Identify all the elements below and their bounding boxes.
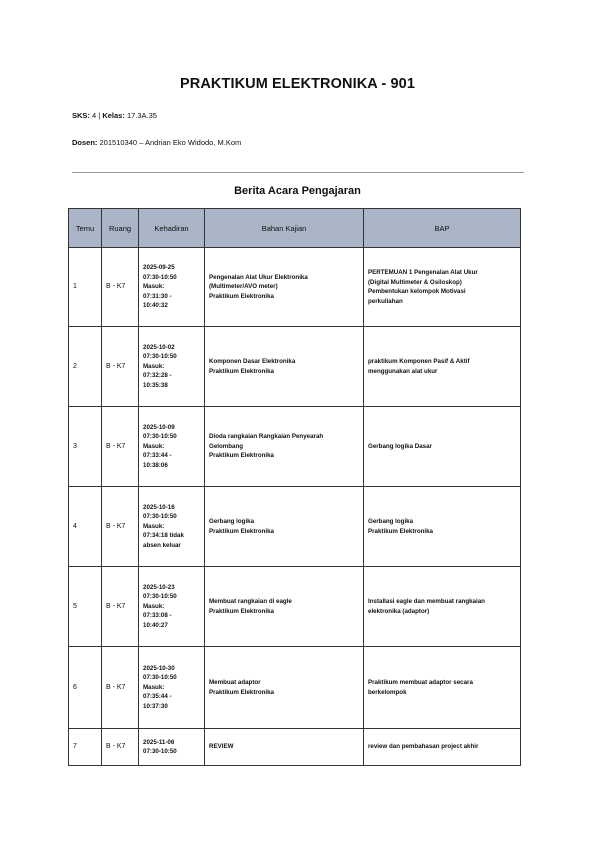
cell-ruang: B - K7 — [102, 327, 139, 407]
cell-bap — [364, 647, 521, 729]
cell-kehadiran-line: Masuk: — [143, 442, 165, 450]
cell-bap-line: Pembentukan kelompok Motivasi — [368, 288, 466, 295]
cell-bahan-kajian — [205, 407, 364, 487]
header-ruang: Ruang — [102, 209, 139, 248]
cell-bahan-kajian-line: Praktikum Elektronika — [209, 292, 274, 300]
cell-kehadiran-line: 07:30-10:50 — [143, 433, 177, 441]
cell-kehadiran — [139, 729, 205, 766]
cell-bahan-kajian-line: Praktikum Elektronika — [209, 688, 274, 696]
cell-bap-line: Praktikum Elektronika — [368, 527, 433, 535]
cell-kehadiran-line: 07:32:28 - — [143, 372, 172, 380]
cell-kehadiran — [139, 647, 205, 729]
header-kehadiran: Kehadiran — [139, 209, 205, 248]
kelas-value: 17.3A.35 — [126, 111, 157, 120]
sks-value: 4 — [92, 111, 97, 120]
cell-kehadiran-line: Masuk: — [143, 283, 165, 291]
cell-bap — [364, 327, 521, 407]
cell-kehadiran-line: 10:40:32 — [143, 302, 168, 310]
cell-bap-line: Gerbang logika — [368, 518, 414, 525]
header-temu: Temu — [69, 209, 102, 248]
cell-bap-line: praktikum Komponen Pasif & Aktif — [368, 358, 470, 365]
cell-bap-line: menggunakan alat ukur — [368, 367, 438, 375]
cell-temu: 2 — [69, 327, 102, 407]
cell-ruang: B - K7 — [102, 567, 139, 647]
divider — [72, 172, 524, 173]
cell-kehadiran-line: 07:34:18 tidak — [143, 532, 184, 540]
cell-kehadiran-line: 10:38:06 — [143, 461, 168, 469]
cell-bap — [364, 567, 521, 647]
cell-bap-line: elektronika (adaptor) — [368, 607, 430, 615]
cell-temu: 3 — [69, 407, 102, 487]
header-bap: BAP — [364, 209, 521, 248]
cell-bap-line: (Digital Multimeter & Osiloskop) — [368, 278, 462, 286]
kelas-label: Kelas: — [102, 111, 125, 120]
cell-kehadiran-line: absen keluar — [143, 541, 181, 549]
separator: | — [98, 111, 101, 120]
cell-ruang: B - K7 — [102, 248, 139, 327]
sks-label: SKS: — [72, 111, 90, 120]
cell-bahan-kajian-line: (Multimeter/AVO meter) — [209, 283, 278, 291]
cell-kehadiran-line: 2025-09-25 — [143, 264, 175, 272]
cell-kehadiran-line: Masuk: — [143, 362, 165, 370]
cell-bahan-kajian-line: Praktikum Elektronika — [209, 452, 274, 460]
section-title: Berita Acara Pengajaran — [234, 185, 361, 197]
cell-bahan-kajian-line: REVIEW — [209, 743, 234, 751]
cell-kehadiran-line: 2025-10-16 — [143, 503, 175, 511]
cell-bap-line: berkelompok — [368, 688, 407, 696]
cell-bahan-kajian-line: Komponen Dasar Elektronika — [209, 358, 296, 365]
cell-temu: 7 — [69, 729, 102, 766]
cell-kehadiran-line: 2025-11-06 — [143, 738, 175, 746]
cell-kehadiran-line: 2025-10-30 — [143, 664, 175, 672]
cell-kehadiran-line: Masuk: — [143, 602, 165, 610]
cell-temu: 4 — [69, 487, 102, 567]
cell-kehadiran — [139, 248, 205, 327]
cell-kehadiran-line: 07:31:30 - — [143, 292, 172, 300]
cell-bahan-kajian-line: Membuat rangkaian di eagle — [209, 598, 292, 605]
cell-kehadiran-line: Masuk: — [143, 683, 165, 691]
cell-kehadiran-line: Masuk: — [143, 522, 165, 530]
dosen-label: Dosen: — [72, 138, 98, 147]
cell-kehadiran-line: 07:30-10:50 — [143, 748, 177, 755]
bap-table — [68, 208, 521, 766]
cell-bap — [364, 487, 521, 567]
cell-bahan-kajian — [205, 327, 364, 407]
cell-bap-line: Praktikum membuat adaptor secara — [368, 679, 473, 686]
dosen-line — [72, 138, 241, 147]
table-row — [69, 487, 521, 567]
cell-kehadiran-line: 07:30-10:50 — [143, 513, 177, 521]
cell-temu: 5 — [69, 567, 102, 647]
cell-bahan-kajian — [205, 647, 364, 729]
cell-kehadiran-line: 07:33:44 - — [143, 452, 172, 460]
cell-bahan-kajian — [205, 729, 364, 766]
cell-kehadiran-line: 07:30-10:50 — [143, 674, 177, 682]
sks-kelas-line — [72, 111, 157, 120]
cell-bap — [364, 407, 521, 487]
table-row — [69, 407, 521, 487]
cell-ruang: B - K7 — [102, 647, 139, 729]
cell-ruang: B - K7 — [102, 407, 139, 487]
cell-bahan-kajian-line: Gerbang logika — [209, 518, 255, 525]
cell-kehadiran — [139, 327, 205, 407]
cell-bahan-kajian — [205, 248, 364, 327]
table-row — [69, 248, 521, 327]
cell-kehadiran-line: 07:33:08 - — [143, 612, 172, 620]
table-row — [69, 567, 521, 647]
cell-bap-line: review dan pembahasan project akhir — [368, 743, 479, 751]
cell-kehadiran-line: 07:35:44 - — [143, 693, 172, 701]
cell-bahan-kajian-line: Praktikum Elektronika — [209, 367, 274, 375]
cell-bahan-kajian-line: Praktikum Elektronika — [209, 607, 274, 615]
cell-kehadiran-line: 07:30-10:50 — [143, 353, 177, 361]
cell-kehadiran-line: 10:37:30 — [143, 702, 168, 710]
cell-kehadiran-line: 10:35:38 — [143, 381, 168, 389]
table-header-row — [69, 209, 521, 248]
dosen-value: 201510340 – Andrian Eko Widodo, M.Kom — [99, 138, 242, 147]
table-row — [69, 647, 521, 729]
cell-bap-line: Gerbang logika Dasar — [368, 442, 432, 450]
cell-bap-line: PERTEMUAN 1 Pengenalan Alat Ukur — [368, 269, 478, 276]
cell-kehadiran-line: 07:30-10:50 — [143, 593, 177, 601]
cell-kehadiran-line: 2025-10-09 — [143, 423, 175, 431]
cell-bap — [364, 729, 521, 766]
cell-kehadiran — [139, 407, 205, 487]
cell-bahan-kajian — [205, 567, 364, 647]
table-row — [69, 729, 521, 766]
page-title: PRAKTIKUM ELEKTRONIKA - 901 — [180, 76, 415, 92]
cell-kehadiran — [139, 567, 205, 647]
cell-bap-line: Installasi eagle dan membuat rangkaian — [368, 598, 485, 605]
cell-bahan-kajian — [205, 487, 364, 567]
table-row — [69, 327, 521, 407]
cell-bahan-kajian-line: Gelombang — [209, 442, 244, 450]
cell-bahan-kajian-line: Praktikum Elektronika — [209, 527, 274, 535]
cell-ruang: B - K7 — [102, 487, 139, 567]
cell-bap-line: perkuliahan — [368, 297, 403, 305]
cell-bahan-kajian-line: Dioda rangkaian Rangkaian Penyearah — [209, 433, 324, 441]
cell-kehadiran — [139, 487, 205, 567]
cell-temu: 6 — [69, 647, 102, 729]
cell-kehadiran-line: 2025-10-02 — [143, 343, 175, 351]
cell-kehadiran-line: 07:30-10:50 — [143, 273, 177, 281]
cell-kehadiran-line: 2025-10-23 — [143, 583, 175, 591]
cell-bap — [364, 248, 521, 327]
header-bahan-kajian: Bahan Kajian — [205, 209, 364, 248]
cell-ruang: B - K7 — [102, 729, 139, 766]
cell-kehadiran-line: 10:40:27 — [143, 621, 168, 629]
cell-bahan-kajian-line: Pengenalan Alat Ukur Elektronika — [209, 273, 308, 281]
cell-temu: 1 — [69, 248, 102, 327]
cell-bahan-kajian-line: Membuat adaptor — [209, 679, 261, 686]
